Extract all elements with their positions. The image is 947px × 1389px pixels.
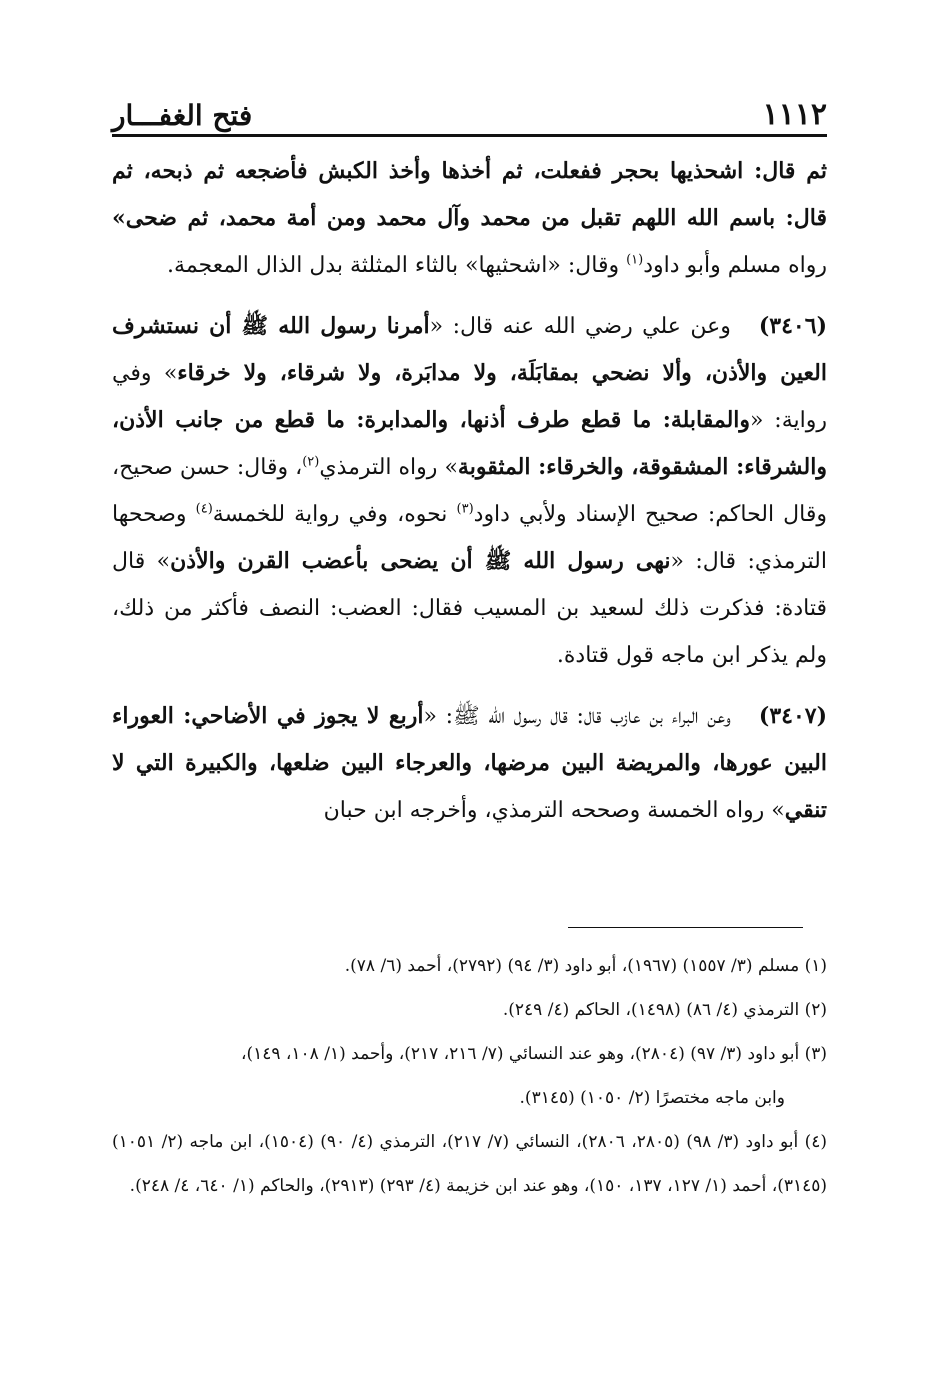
- page-number: ١١١٢: [762, 97, 827, 132]
- commentary: نحوه، وفي رواية للخمسة: [212, 502, 457, 527]
- page-header: [112, 88, 827, 132]
- footnote-ref: (٢): [302, 454, 320, 470]
- footnote-1: (١) مسلم (٣/ ١٥٥٧) (١٩٦٧)، أبو داود (٣/ ٩٤) (٢٧٩٢)، أحمد (٦/ ٧٨).: [344, 956, 827, 976]
- hadith-text: والمقابلة: ما قطع طرف أذنها، والمدابرة: ما قطع من جانب الأذن، والشرقاء: المشقوقة، والخرقاء: المثقوبة: [112, 407, 827, 480]
- commentary: وقال: «اشحثيها» بالثاء المثلثة بدل الذال المعجمة.: [167, 253, 627, 278]
- commentary: رواه مسلم وأبو داود: [643, 253, 827, 278]
- footnote-ref: (١): [626, 252, 644, 268]
- commentary: » رواه الخمسة وصححه الترمذي، وأخرجه ابن حبان: [323, 798, 785, 823]
- footnote-3: (٣) أبو داود (٣/ ٩٧) (٢٨٠٤)، وهو عند النسائي (٧/ ٢١٦، ٢١٧)، وأحمد (١/ ١٠٨، ١٤٩)،: [241, 1044, 827, 1064]
- paragraph-continuation: [112, 148, 827, 289]
- hadith-text: ثم قال: اشحذيها بحجر ففعلت، ثم أخذها وأخذ الكبش فأضجعه ثم ذبحه، ثم قال: باسم الله اللهم تقبل من محمد وآل محمد ومن أمة محمد، ثم ضحى»: [112, 158, 827, 231]
- commentary: » قال قتادة: فذكرت ذلك لسعيد بن المسيب فقال: العضب: النصف فأكثر من ذلك، ولم يذكر ابن ماجه قول قتادة.: [112, 549, 827, 668]
- commentary: وعن علي رضي الله عنه قال: «: [429, 314, 731, 339]
- hadith-3407: [112, 693, 827, 834]
- footnote-2: (٢) الترمذي (٤/ ٨٦) (١٤٩٨)، الحاكم (٤/ ٢٤٩).: [502, 1000, 827, 1020]
- footnotes: [112, 944, 827, 1208]
- footnote-ref: (٣): [456, 501, 474, 517]
- footnote-3-continued: وابن ماجه مختصرًا (٢/ ١٠٥٠) (٣١٤٥).: [519, 1088, 785, 1108]
- hadith-text: نهى رسول الله ﷺ أن يضحى بأعضب القرن والأذن: [170, 548, 671, 574]
- commentary: وعن البراء بن عازب قال: قال رسول الله ﷺ: «: [423, 704, 731, 729]
- book-title: فتح الغفـــار: [112, 99, 253, 132]
- header-rule: [112, 134, 827, 137]
- commentary: وصححها الترمذي: قال: «: [112, 502, 827, 574]
- hadith-number: (٣٤٠٦): [758, 313, 827, 339]
- main-text: [112, 148, 827, 848]
- footnote-ref: (٤): [195, 501, 213, 517]
- hadith-number: (٣٤٠٧): [758, 703, 827, 729]
- hadith-3406: [112, 303, 827, 679]
- footnote-separator: [568, 927, 803, 928]
- hadith-text: أربع لا يجوز في الأضاحي: العوراء البين عورها، والمريضة البين مرضها، والعرجاء البين ضلعها، والكبيرة التي لا تنقي: [112, 703, 827, 823]
- commentary: ، وقال: حسن صحيح، وقال الحاكم: صحيح الإسناد ولأبي داود: [112, 455, 828, 527]
- footnote-4: (٤) أبو داود (٣/ ٩٨) (٢٨٠٥، ٢٨٠٦)، النسائي (٧/ ٢١٧)، الترمذي (٤/ ٩٠) (١٥٠٤)، ابن ماجه (٢/ ١٠٥١) (٣١٤٥)، أحمد (١/ ١٢٧، ١٣٧، ١٥٠)، وهو عند ابن خزيمة (٤/ ٢٩٣) (٢٩١٣)، والحاكم (١/ ٦٤٠، ٤/ ٢٤٨).: [112, 1132, 828, 1196]
- commentary: » رواه الترمذي: [319, 455, 458, 480]
- commentary: » وفي رواية: «: [112, 361, 827, 433]
- hadith-text: أمرنا رسول الله ﷺ أن نستشرف العين والأذن، وألا نضحي بمقابَلَة، ولا مدابَرة، ولا شرقاء، ولا خرقاء: [112, 313, 827, 386]
